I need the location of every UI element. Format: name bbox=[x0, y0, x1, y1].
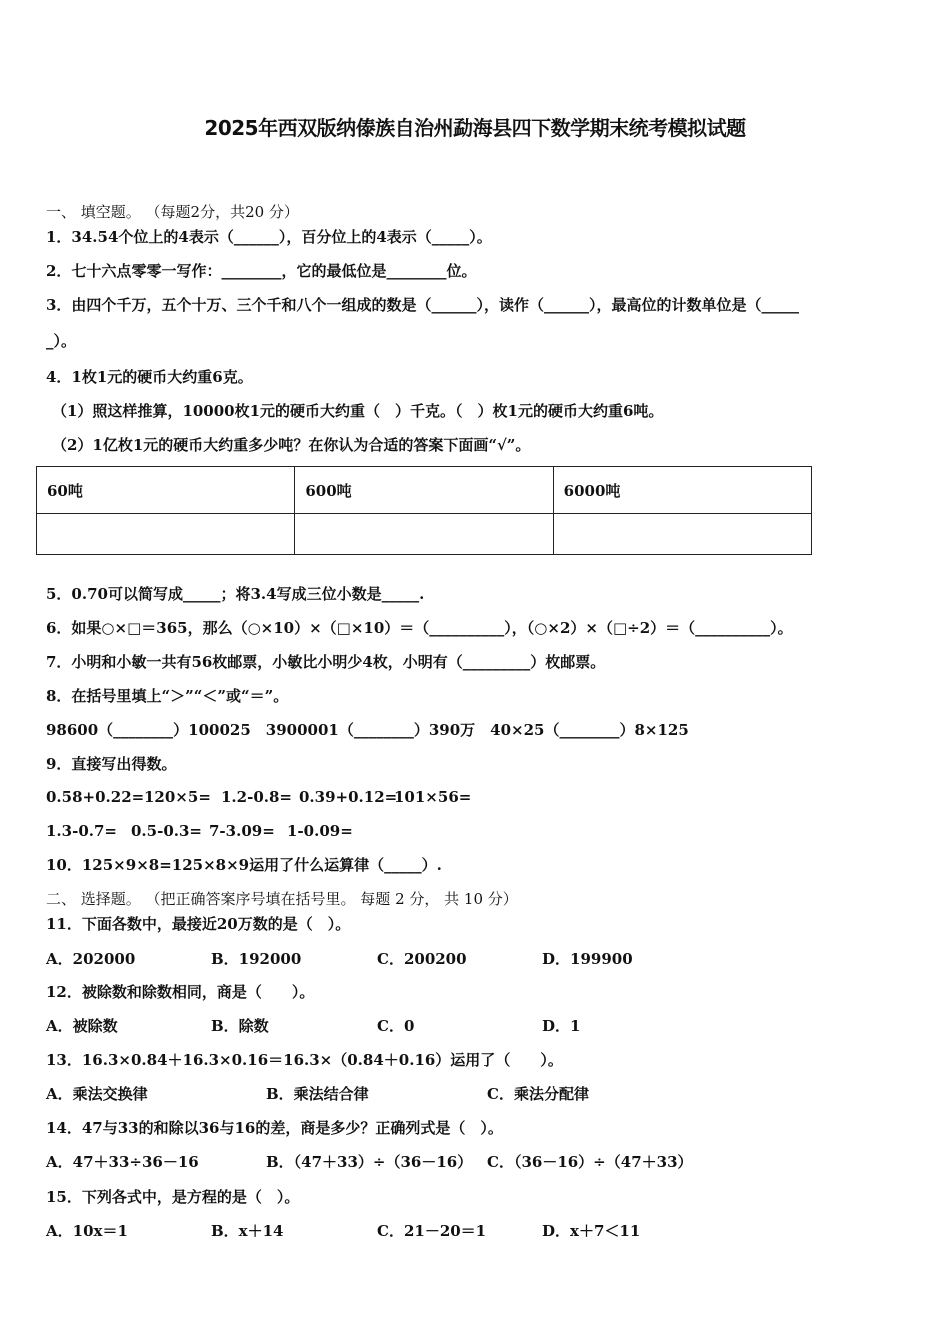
question-8-items: 98600（________）100025 3900001（________）390万 40×25（________）8×125 bbox=[46, 721, 689, 739]
calc-item: 0.58+0.22= bbox=[46, 788, 145, 806]
option-c: C．21－20＝1 bbox=[377, 1222, 487, 1240]
question-7: 7．小明和小敏一共有56枚邮票，小敏比小明少4枚，小明有（_________）枚邮票。 bbox=[46, 653, 606, 671]
question-9: 9．直接写出得数。 bbox=[46, 755, 177, 773]
calc-item: 1.3-0.7= bbox=[46, 822, 117, 840]
question-2: 2．七十六点零零一写作：________，它的最低位是________位。 bbox=[46, 262, 477, 280]
question-5: 5．0.70可以简写成_____；将3.4写成三位小数是_____. bbox=[46, 585, 425, 603]
question-6: 6．如果○×□＝365，那么（○×10）×（□×10）＝（__________），（○×2）×（□÷2）＝（__________）。 bbox=[46, 619, 793, 637]
option-b: B．乘法结合律 bbox=[266, 1085, 369, 1103]
option-a: A．202000 bbox=[46, 950, 136, 968]
option-b: B．除数 bbox=[211, 1017, 269, 1035]
section-heading-fill-in: 一、 填空题。 （每题2分，共20 分） bbox=[46, 203, 299, 221]
option-c: C．200200 bbox=[377, 950, 467, 968]
option-b: B．（47＋33）÷（36－16） bbox=[266, 1153, 473, 1171]
option-a: A．47＋33÷36－16 bbox=[46, 1153, 199, 1171]
table-header-cell: 60吨 bbox=[37, 467, 295, 514]
question-11: 11．下面各数中，最接近20万数的是（ ）。 bbox=[46, 915, 351, 933]
calc-item: 7-3.09= bbox=[209, 822, 275, 840]
question-15: 15．下列各式中，是方程的是（ ）。 bbox=[46, 1188, 300, 1206]
calc-item: 0.39+0.12= bbox=[299, 788, 398, 806]
question-1: 1．34.54个位上的4表示（______），百分位上的4表示（_____）。 bbox=[46, 228, 492, 246]
page-title: 2025年西双版纳傣族自治州勐海县四下数学期末统考模拟试题 bbox=[204, 116, 746, 140]
option-b: B．192000 bbox=[211, 950, 302, 968]
answer-table bbox=[36, 466, 812, 555]
question-14: 14．47与33的和除以36与16的差，商是多少？正确列式是（ ）。 bbox=[46, 1119, 503, 1137]
answer-cell[interactable] bbox=[553, 514, 811, 555]
calc-item: 120×5= bbox=[144, 788, 211, 806]
question-10: 10．125×9×8=125×8×9运用了什么运算律（_____）. bbox=[46, 856, 442, 874]
calc-item: 0.5-0.3= bbox=[131, 822, 202, 840]
question-12: 12．被除数和除数相同，商是（ ）。 bbox=[46, 983, 315, 1001]
option-c: C．乘法分配律 bbox=[487, 1085, 589, 1103]
question-4-part-2: （2）1亿枚1元的硬币大约重多少吨？在你认为合适的答案下面画“√”。 bbox=[52, 436, 531, 454]
option-d: D．199900 bbox=[542, 950, 633, 968]
option-d: D．1 bbox=[542, 1017, 581, 1035]
option-a: A．被除数 bbox=[46, 1017, 118, 1035]
calc-item: 1-0.09= bbox=[287, 822, 353, 840]
calc-item: 1.2-0.8= bbox=[221, 788, 292, 806]
table-header-cell: 6000吨 bbox=[553, 467, 811, 514]
section-heading-multiple-choice: 二、 选择题。 （把正确答案序号填在括号里。 每题 2 分， 共 10 分） bbox=[46, 890, 518, 908]
option-d: D．x＋7＜11 bbox=[542, 1222, 641, 1240]
answer-cell[interactable] bbox=[37, 514, 295, 555]
question-3-continued: _）。 bbox=[46, 332, 77, 350]
option-a: A．乘法交换律 bbox=[46, 1085, 148, 1103]
calc-item: 101×56= bbox=[394, 788, 472, 806]
answer-cell[interactable] bbox=[295, 514, 553, 555]
table-header-cell: 600吨 bbox=[295, 467, 553, 514]
option-a: A．10x＝1 bbox=[46, 1222, 128, 1240]
question-13: 13．16.3×0.84＋16.3×0.16＝16.3×（0.84＋0.16）运用了（ ）。 bbox=[46, 1051, 563, 1069]
option-c: C．（36－16）÷（47＋33） bbox=[487, 1153, 693, 1171]
question-4-part-1: （1）照这样推算，10000枚1元的硬币大约重（ ）千克。（ ）枚1元的硬币大约重6吨。 bbox=[52, 402, 664, 420]
question-3: 3．由四个千万，五个十万、三个千和八个一组成的数是（______），读作（______），最高位的计数单位是（_____ bbox=[46, 296, 799, 314]
question-4: 4．1枚1元的硬币大约重6克。 bbox=[46, 368, 253, 386]
question-8: 8．在括号里填上“＞”“＜”或“＝”。 bbox=[46, 687, 289, 705]
option-c: C．0 bbox=[377, 1017, 415, 1035]
option-b: B．x＋14 bbox=[211, 1222, 284, 1240]
